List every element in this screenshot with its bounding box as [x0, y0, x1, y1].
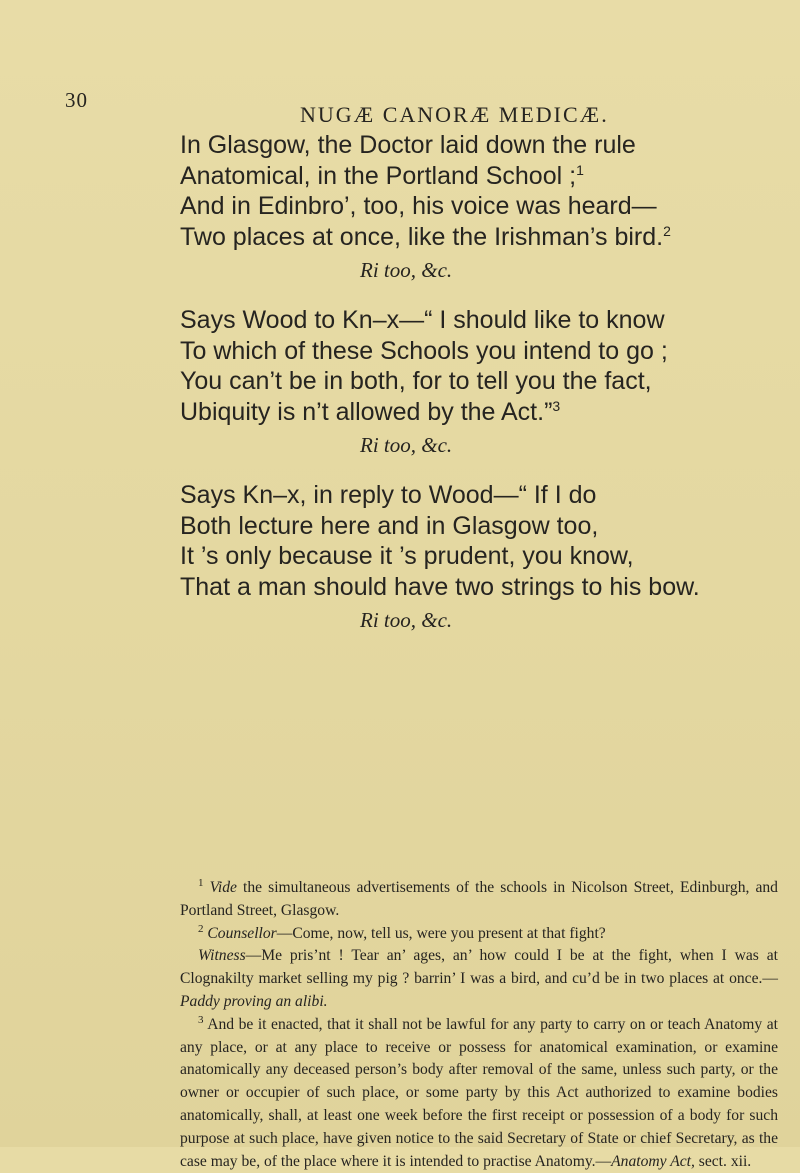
verse-line: Two places at once, like the Irishman’s bird.$^2$: [180, 222, 671, 251]
verse-line: It ’s only because it ’s prudent, you know,: [180, 542, 634, 570]
verse-line: Says Wood to Kn–x—“ I should like to know: [180, 306, 665, 334]
footnote-2-continued: Witness—Me pris’nt ! Tear an’ ages, an’ how could I be at the fight, when I was at Clognakilty market selling my pig ? barrin’ I was a bird, and cu’d be in two places at once.—Paddy proving an alibi.: [180, 947, 778, 1010]
page-number: 30: [65, 88, 88, 112]
footnote-ref: 2: [663, 222, 671, 239]
verse-line: That a man should have two strings to his bow.: [180, 572, 700, 601]
running-head: NUGÆ CANORÆ MEDICÆ.: [300, 102, 609, 127]
verse-line: Both lecture here and in Glasgow too,: [180, 511, 599, 540]
verse-line: In Glasgow, the Doctor laid down the rule: [180, 131, 636, 159]
stanza-3: [180, 480, 780, 634]
verse-line: Anatomical, in the Portland School ;$^1$: [180, 161, 584, 190]
verse-line: Says Kn–x, in reply to Wood—“ If I do: [180, 481, 597, 509]
footnotes: [180, 877, 778, 1173]
verse-line: And in Edinbro’, too, his voice was heard—: [180, 192, 657, 220]
footnote-2: $^2$ Counsellor—Come, now, tell us, were you present at that fight?: [198, 922, 606, 942]
refrain: Ri too, &c.: [360, 258, 453, 282]
stanza-2: [180, 305, 780, 459]
verse-line: You can’t be in both, for to tell you the fact,: [180, 367, 652, 395]
refrain: Ri too, &c.: [360, 608, 453, 632]
verse-line: Ubiquity is n’t allowed by the Act.”$^3$: [180, 397, 561, 426]
refrain: Ri too, &c.: [360, 433, 453, 457]
footnote-ref: 3: [552, 397, 561, 414]
footnote-1: $^1$ Vide the simultaneous advertisements of the schools in Nicolson Street, Edinburgh, and Portland Street, Glasgow.: [180, 877, 778, 919]
footnote-3: $^3$ And be it enacted, that it shall not be lawful for any party to carry on or teach Anatomy at any place, or at any place to receive or possess for anatomical examination, or examine anatomically any deceased person’s body after removal of the same, unless such party, or the owner or occupier of such place, or some party by this Act authorized to examine bodies anatomically, shall, at least one week before the first receipt or possession of a body for such purpose at such place, have given notice to the said Secretary of State or chief Secretary, as the case may be, of the place where it is intended to practise Anatomy.—Anatomy Act, sect. xii.: [180, 1013, 778, 1170]
footnote-ref: 1: [576, 161, 584, 178]
verse-line: To which of these Schools you intend to go ;: [180, 336, 668, 365]
poem: [180, 130, 780, 655]
stanza-1: [180, 130, 780, 284]
